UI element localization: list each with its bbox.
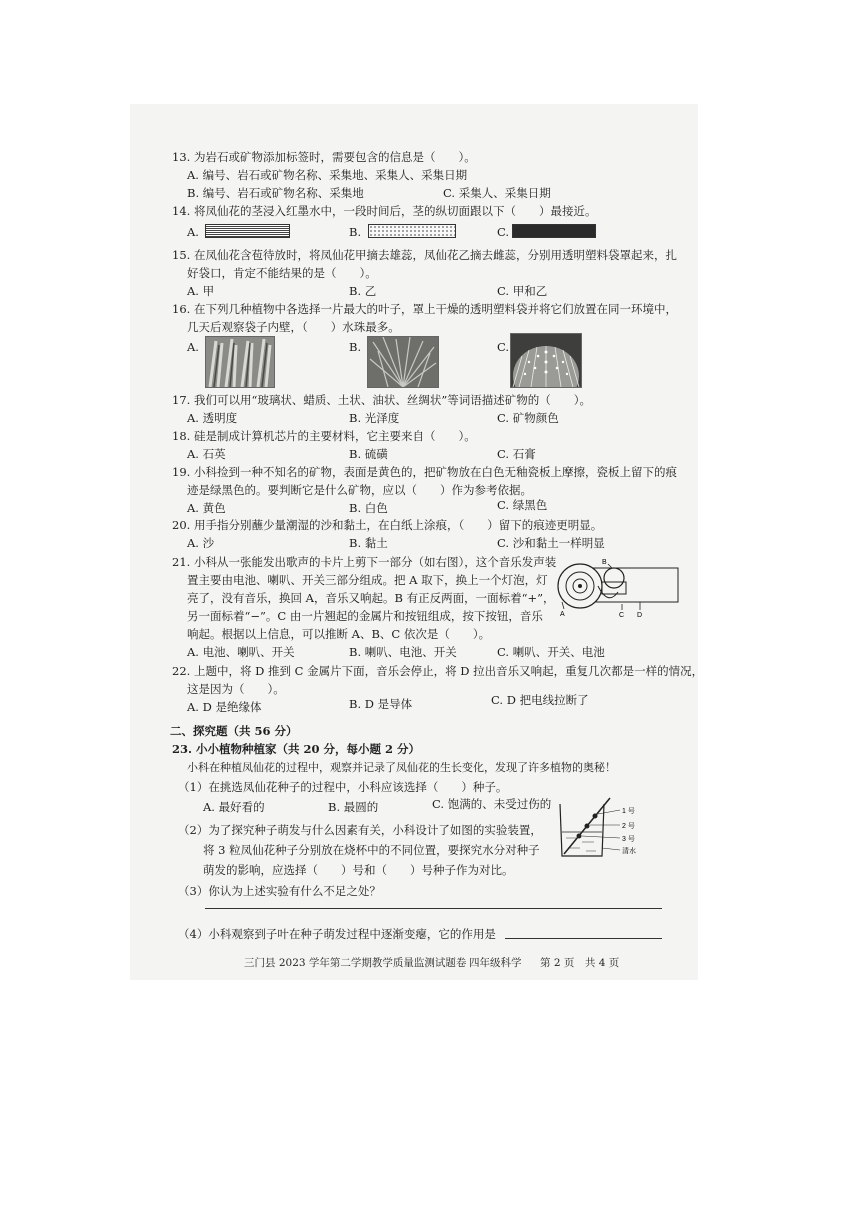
- q23-part2-line1: （2）为了探究种子萌发与什么因素有关，小科设计了如图的实验装置，: [178, 823, 542, 837]
- q14-stem: 14. 将凤仙花的茎浸入红墨水中，一段时间后，茎的纵切面跟以下（ ）最接近。: [172, 204, 597, 218]
- q21-line1: 21. 小科从一张能发出歌声的卡片上剪下一部分（如右图），这个音乐发声装: [172, 555, 557, 569]
- q19-stem-line1: 19. 小科捡到一种不知名的矿物，表面是黄色的，把矿物放在白色无釉瓷板上摩擦，瓷板上留下的痕: [172, 465, 677, 479]
- plant-photo-a: [205, 336, 275, 388]
- dotted-stem-section: [368, 224, 456, 238]
- q15-stem-line2: 好袋口，肯定不能结果的是（ ）。: [187, 266, 377, 280]
- q15-option-c: C. 甲和乙: [497, 284, 548, 298]
- q23-intro: 小科在种植凤仙花的过程中，观察并记录了凤仙花的生长变化，发现了许多植物的奥秘！: [187, 761, 616, 774]
- q23-part4: （4）小科观察到子叶在种子萌发过程中逐渐变瘪，它的作用是: [178, 927, 496, 941]
- q23-part3: （3）你认为上述实验有什么不足之处？: [178, 884, 381, 898]
- q17-option-b: B. 光泽度: [349, 411, 400, 425]
- q14-option-b: B.: [349, 225, 362, 239]
- cactus-photo-c: [510, 333, 582, 388]
- q21-option-a: A. 电池、喇叭、开关: [187, 645, 295, 659]
- q20-stem: 20. 用手指分别蘸少量潮湿的沙和黏土，在白纸上涂痕，（ ）留下的痕迹更明显。: [172, 518, 603, 532]
- footer-subject: 四年级科学: [469, 957, 522, 969]
- seed-germination-beaker-figure: [556, 796, 646, 860]
- dark-stem-section: [512, 224, 596, 238]
- q19-option-b: B. 白色: [349, 501, 388, 515]
- q20-option-a: A. 沙: [187, 536, 215, 550]
- q21-line4: 另一面标着“−”。C 由一片翘起的金属片和按钮组成，按下按钮，音乐: [187, 609, 543, 623]
- fig-label-a: A: [560, 611, 565, 618]
- fig-label-c: C: [619, 612, 625, 618]
- q17-option-c: C. 矿物颜色: [497, 411, 559, 425]
- q22-option-b: B. D 是导体: [349, 697, 413, 711]
- q20-option-b: B. 黏土: [349, 536, 388, 550]
- section-2-heading: 二、探究题（共 56 分）: [170, 724, 298, 738]
- footer-exam-title: 三门县 2023 学年第二学期教学质量监测试题卷: [244, 957, 467, 969]
- music-card-circuit-figure: [552, 556, 682, 618]
- q23-part1-option-a: A. 最好看的: [203, 800, 265, 814]
- q13-option-c: C. 采集人、采集日期: [443, 186, 551, 200]
- q22-option-c: C. D 把电线拉断了: [491, 693, 589, 707]
- fig-label-seed-1: 1 号: [622, 808, 635, 815]
- q16-option-b: B.: [349, 340, 362, 354]
- q14-option-a: A.: [187, 225, 199, 239]
- q23-part1-option-c: C. 饱满的、未受过伤的: [432, 797, 552, 811]
- fig-label-b: B: [602, 559, 607, 566]
- q16-stem-line2: 几天后观察袋子内壁，（ ）水珠最多。: [187, 320, 400, 334]
- q19-option-c: C. 绿黑色: [497, 498, 548, 512]
- q23-title: 23. 小小植物种植家（共 20 分，每小题 2 分）: [172, 742, 421, 756]
- q18-option-b: B. 硫磺: [349, 447, 388, 461]
- q21-line3: 亮了，没有音乐，换回 A，音乐又响起。B 有正反两面，一面标着“+”，: [187, 591, 555, 605]
- q23-part2-line2: 将 3 粒凤仙花种子分别放在烧杯中的不同位置，要探究水分对种子: [203, 843, 540, 857]
- q19-option-a: A. 黄色: [187, 501, 226, 515]
- q17-stem: 17. 我们可以用“玻璃状、蜡质、土状、油状、丝绸状”等词语描述矿物的（ ）。: [172, 393, 591, 407]
- q16-option-c: C.: [497, 340, 510, 354]
- q20-option-c: C. 沙和黏土一样明显: [497, 536, 605, 550]
- q22-stem-line2: 这是因为（ ）。: [187, 682, 285, 696]
- q23-part1-option-b: B. 最圆的: [328, 800, 379, 814]
- plant-photo-b: [367, 336, 439, 388]
- q23-part1: （1）在挑选凤仙花种子的过程中，小科应该选择（ ）种子。: [178, 780, 508, 794]
- q21-option-b: B. 喇叭、电池、开关: [349, 645, 457, 659]
- q21-line2: 置主要由电池、喇叭、开关三部分组成。把 A 取下，换上一个灯泡，灯: [187, 573, 548, 587]
- striped-stem-section: [205, 224, 290, 238]
- q15-stem-line1: 15. 在凤仙花含苞待放时，将凤仙花甲摘去雄蕊，凤仙花乙摘去雌蕊，分别用透明塑料袋罩起来，扎: [172, 248, 677, 262]
- q14-option-c: C.: [497, 225, 510, 239]
- q21-option-c: C. 喇叭、开关、电池: [497, 645, 605, 659]
- answer-line-part3[interactable]: [205, 908, 662, 909]
- q16-option-a: A.: [187, 340, 199, 354]
- fig-label-seed-2: 2 号: [622, 823, 635, 830]
- q21-line5: 响起。根据以上信息，可以推断 A、B、C 依次是（ ）。: [187, 627, 491, 641]
- fig-label-d: D: [637, 612, 643, 618]
- q16-stem-line1: 16. 在下列几种植物中各选择一片最大的叶子，罩上干燥的透明塑料袋并将它们放置在同一环境中，: [172, 302, 677, 316]
- fig-label-water: 清水: [622, 848, 636, 855]
- answer-line-part4[interactable]: [505, 938, 662, 939]
- q18-stem: 18. 硅是制成计算机芯片的主要材料，它主要来自（ ）。: [172, 429, 476, 443]
- q19-stem-line2: 迹是绿黑色的。要判断它是什么矿物，应以（ ）作为参考依据。: [187, 483, 532, 497]
- q17-option-a: A. 透明度: [187, 411, 238, 425]
- q13-option-b: B. 编号、岩石或矿物名称、采集地: [187, 186, 364, 200]
- q13-stem: 13. 为岩石或矿物添加标签时，需要包含的信息是（ ）。: [172, 150, 476, 164]
- q18-option-c: C. 石膏: [497, 447, 536, 461]
- q22-option-a: A. D 是绝缘体: [187, 700, 262, 714]
- q22-stem-line1: 22. 上题中，将 D 推到 C 金属片下面，音乐会停止，将 D 拉出音乐又响起，重复几次都是一样的情况，: [172, 664, 704, 678]
- q23-part2-line3: 萌发的影响，应选择（ ）号和（ ）号种子作为对比。: [203, 863, 514, 877]
- q13-option-a: A. 编号、岩石或矿物名称、采集地、采集人、采集日期: [187, 168, 468, 182]
- footer-page-number: 第 2 页 共 4 页: [540, 957, 620, 969]
- q15-option-a: A. 甲: [187, 284, 215, 298]
- fig-label-seed-3: 3 号: [622, 836, 635, 843]
- q18-option-a: A. 石英: [187, 447, 226, 461]
- q15-option-b: B. 乙: [349, 284, 377, 298]
